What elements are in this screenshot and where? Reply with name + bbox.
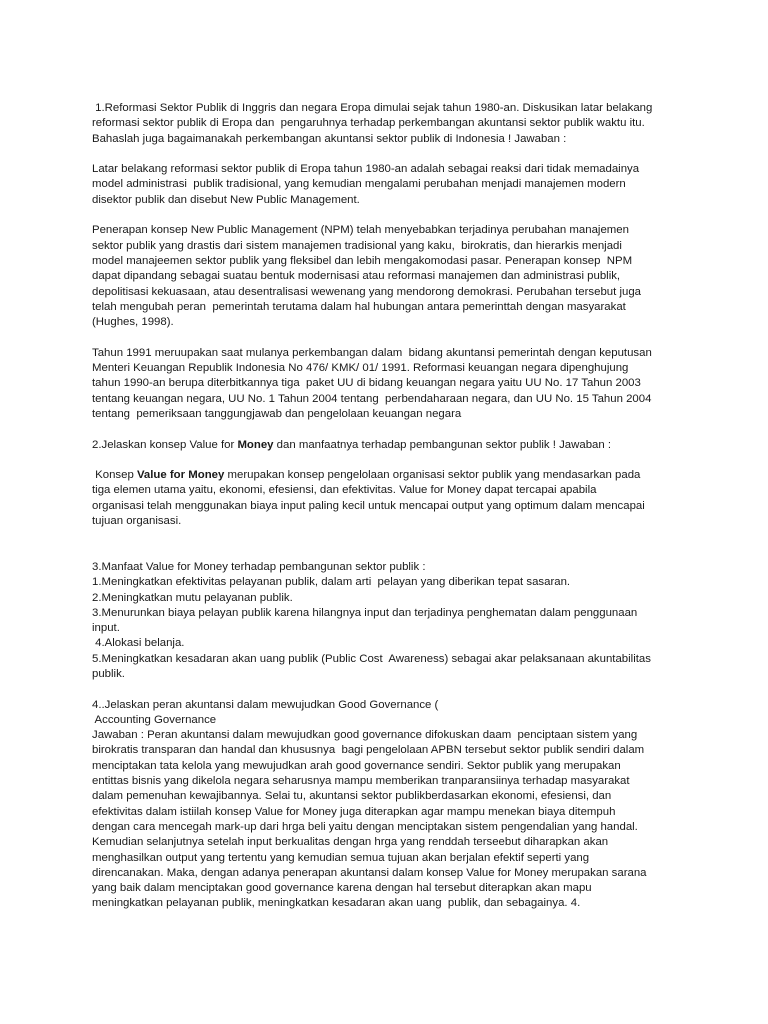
answer-1-paragraph-1 — [92, 162, 682, 208]
answer-line: Tahun 1991 meruupakan saat mulanya perkembangan dalam bidang akuntansi pemerintah dengan keputusan — [92, 346, 652, 359]
answer-line: Accounting Governance — [92, 713, 217, 726]
answer-line: depolitisasi kekuasaan, atau desentralisasi wewenang yang mendorong demokrasi. Perubahan tersebut juga — [92, 285, 641, 298]
answer-line: sektor publik yang drastis dari sistem manajemen tradisional yang kaku, birokratis, dan hierarkis menjadi — [92, 239, 622, 252]
answer-line: dengan cara mencegah mark-up dari hrga beli yaitu dengan menciptakan sistem pengendalian yang handal. — [92, 820, 638, 833]
list-item: 4.Alokasi belanja. — [92, 637, 185, 650]
answer-line: efektivitas dalam istiilah konsep Value for Money juga diterapkan agar mampu menekan biaya ditempuh — [92, 805, 616, 818]
question-2-text: dan manfaatnya terhadap pembangunan sektor publik ! Jawaban : — [273, 438, 612, 451]
answer-1-paragraph-3 — [92, 346, 682, 422]
question-4 — [92, 698, 682, 912]
list-item: input. — [92, 622, 120, 635]
answer-line: Kemudian selanjutnya setelah input berkualitas dengan hrga yang renddah terseebut diharapkan akan — [92, 836, 609, 849]
question-3-list — [92, 560, 682, 682]
answer-line: tujuan organisasi. — [92, 515, 182, 528]
answer-line: Latar belakang reformasi sektor publik di Eropa tahun 1980-an adalah sebagai reaksi dari tidak memadainya — [92, 163, 640, 176]
question-2-text: 2.Jelaskan konsep Value for — [92, 438, 238, 451]
answer-2-text: merupakan konsep pengelolaan organisasi sektor publik yang mendasarkan pada — [224, 469, 641, 482]
answer-line: tentang pemeriksaan tanggungjawab dan pengelolaan keuangan negara — [92, 407, 462, 420]
paragraph-gap — [92, 330, 682, 345]
answer-line: disektor publik dan disebut New Public Management. — [92, 193, 360, 206]
list-heading: 3.Manfaat Value for Money terhadap pembangunan sektor publik : — [92, 560, 426, 573]
answer-line: model manajeemen sektor publik yang fleksibel dan lebih mengakomodasi pasar. Penerapan konsep NPM — [92, 254, 633, 267]
answer-line: (Hughes, 1998). — [92, 316, 174, 329]
answer-line: menghasilkan output yang tertentu yang kemudian semua tujuan akan berjalan efektif seperti yang — [92, 851, 590, 864]
question-1 — [92, 101, 682, 147]
answer-line: telah mengubah peran pemerintah terutama dalam hal hubungan antara pemerinttah dengan masyarakat — [92, 300, 626, 313]
answer-line: direncanakan. Maka, dengan adanya penerapan akuntansi dalam konsep Value for Money merupakan sarana — [92, 866, 647, 879]
paragraph-gap — [92, 147, 682, 162]
list-item: 1.Meningkatkan efektivitas pelayanan publik, dalam arti pelayan yang diberikan tepat sasaran. — [92, 576, 571, 589]
list-item: 3.Menurunkan biaya pelayan publik karena hilangnya input dan terjadinya penghematan dalam penggunaan — [92, 606, 638, 619]
question-1-line: Bahaslah juga bagaimanakah perkembangan akuntansi sektor publik di Indonesia ! Jawaban : — [92, 132, 567, 145]
question-1-line: reformasi sektor publik di Eropa dan pengaruhnya terhadap perkembangan akuntansi sektor publik waktu itu. — [92, 117, 645, 130]
answer-line: dapat dipandang sebagai suatau bentuk modernisasi atau reformasi manajemen dan administrasi publik, — [92, 270, 621, 283]
answer-line: dalam pemenuhan kewajibannya. Selai tu, akuntansi sektor publikberdasarkan ekonomi, efesiensi, dan — [92, 790, 612, 803]
answer-line: entittas bisnis yang dikelola negara seharusnya mampu memberikan tranparansiinya terhadap masyarakat — [92, 775, 630, 788]
answer-line: yang baik dalam menciptakan good governance karena dengan hal tersebut diterapkan akan mapu — [92, 882, 592, 895]
question-2-bold: Money — [237, 438, 274, 451]
paragraph-gap — [92, 422, 682, 437]
paragraph-gap — [92, 529, 682, 560]
question-1-line: 1.Reformasi Sektor Publik di Inggris dan negara Eropa dimulai sejak tahun 1980-an. Diskusikan latar belakang — [92, 102, 653, 114]
answer-line: menciptakan tata kelola yang mewujudkan arah good governance sendiri. Sektor publik yang merupakan — [92, 759, 621, 772]
paragraph-gap — [92, 682, 682, 697]
answer-2-bold: Value for Money — [136, 469, 225, 482]
list-item: publik. — [92, 667, 125, 680]
answer-2-text: Konsep — [92, 469, 137, 482]
answer-line: tiga elemen utama yaitu, ekonomi, efesiensi, dan efektivitas. Value for Money dapat tercapai apabila — [92, 484, 597, 497]
answer-line: tentang keuangan negara, UU No. 1 Tahun 2004 tentang perbendaharaan negara, dan UU No. 15 Tahun 2004 — [92, 392, 652, 405]
answer-1-paragraph-2 — [92, 223, 682, 330]
answer-line: model administrasi publik tradisional, yang kemudian mengalami perubahan menjadi manajemen modern — [92, 178, 626, 191]
list-item: 5.Meningkatkan kesadaran akan uang publik (Public Cost Awareness) sebagai akar pelaksanaan akuntabilitas — [92, 652, 651, 665]
document-body — [92, 101, 682, 912]
question-2-line — [92, 438, 682, 453]
answer-line: 4..Jelaskan peran akuntansi dalam mewujudkan Good Governance ( — [92, 698, 439, 711]
answer-line: Menteri Keuangan Republik Indonesia No 476/ KMK/ 01/ 1991. Reformasi keuangan negara dipenghujung — [92, 362, 629, 375]
answer-line: birokratis transparan dan handal dan khususnya bagi pengelolaan APBN tersebut sektor publik sendiri dalam — [92, 744, 645, 757]
answer-line — [92, 468, 682, 483]
answer-2 — [92, 468, 682, 529]
answer-line: Jawaban : Peran akuntansi dalam mewujudkan good governance difokuskan daam penciptaan sistem yang — [92, 729, 638, 742]
list-item: 2.Meningkatkan mutu pelayanan publik. — [92, 591, 293, 604]
paragraph-gap — [92, 453, 682, 468]
answer-line: meningkatkan pelayanan publik, meningkatkan kesadaran akan uang publik, dan sebagainya. 4. — [92, 897, 581, 910]
answer-line: organisasi telah menggunakan biaya input paling kecil untuk mencapai output yang optimum dalam mencapai — [92, 499, 645, 512]
paragraph-gap — [92, 208, 682, 223]
answer-line: tahun 1990-an berupa diterbitkannya tiga paket UU di bidang keuangan negara yaitu UU No. 17 Tahun 2003 — [92, 377, 641, 390]
answer-line: Penerapan konsep New Public Management (NPM) telah menyebabkan terjadinya perubahan manajemen — [92, 224, 629, 237]
question-2 — [92, 438, 682, 453]
